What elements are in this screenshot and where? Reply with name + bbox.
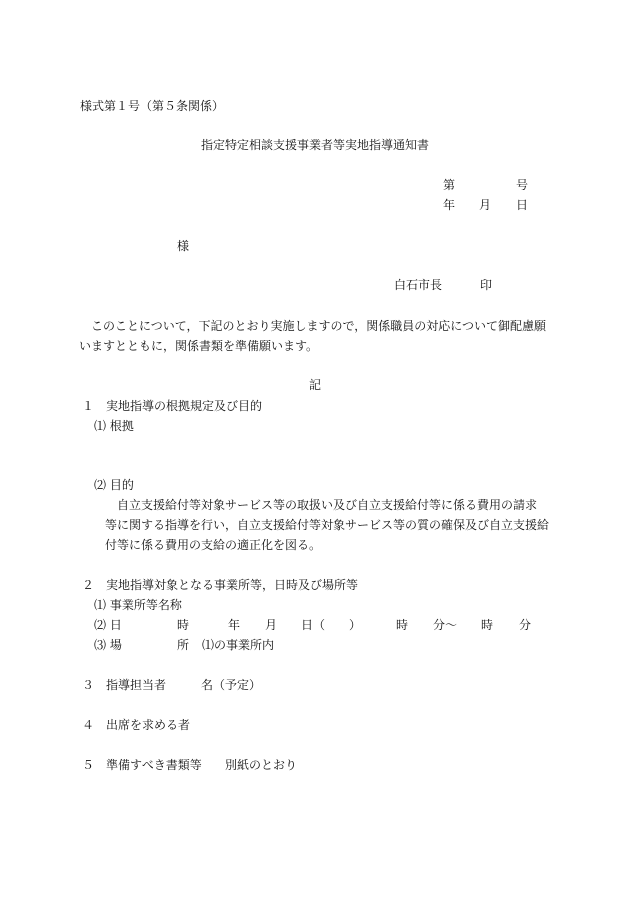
section-2-item-3-label: ⑶ 場 [94, 638, 122, 652]
section-3-value: 名（予定） [201, 678, 262, 692]
doc-number-suffix: 号 [516, 178, 529, 192]
date-day: 日 [516, 198, 529, 212]
section-2-month: 月 [265, 618, 278, 632]
date-month: 月 [479, 198, 492, 212]
ki-heading: 記 [309, 378, 322, 392]
section-2-hour-end: 時 [481, 618, 494, 632]
section-5-heading: ５ 準備すべき書類等 [82, 758, 202, 772]
section-5-value: 別紙のとおり [225, 758, 298, 772]
section-2-item-1: ⑴ 事業所等名称 [94, 598, 182, 612]
section-2-minute-start: 分～ [433, 618, 458, 632]
section-1-purpose-line-2: 等に関する指導を行い，自立支援給付等対象サービス等の質の確保及び自立支援給 [105, 518, 550, 532]
document-title: 指定特定相談支援事業者等実地指導通知書 [201, 138, 430, 152]
section-1-basis-label: ⑴ 根拠 [94, 419, 134, 433]
section-1-purpose-line-1: 自立支援給付等対象サービス等の取扱い及び自立支援給付等に係る費用の請求 [117, 498, 538, 512]
intro-line-1: このことについて，下記のとおり実施しますので，関係職員の対応について御配慮願 [91, 319, 547, 333]
section-2-year: 年 [228, 618, 241, 632]
section-2-item-3-value: ⑴の事業所内 [202, 638, 275, 652]
section-2-item-3-sho: 所 [177, 638, 190, 652]
section-2-hour-start: 時 [396, 618, 409, 632]
form-number: 様式第１号（第５条関係） [80, 99, 225, 113]
section-1-purpose-line-3: 付等に係る費用の支給の適正化を図る。 [105, 538, 322, 552]
issuer-seal: 印 [480, 278, 493, 292]
section-2-item-2-ji: 時 [177, 618, 190, 632]
section-1-heading: １ 実地指導の根拠規定及び目的 [82, 399, 263, 413]
section-4-heading: ４ 出席を求める者 [82, 718, 191, 732]
section-1-purpose-label: ⑵ 目的 [94, 478, 134, 492]
section-2-minute-end: 分 [519, 618, 532, 632]
addressee-suffix: 様 [177, 239, 190, 253]
section-3-heading: ３ 指導担当者 [82, 678, 167, 692]
section-2-day: 日（ ） [301, 618, 362, 632]
section-2-heading: ２ 実地指導対象となる事業所等，日時及び場所等 [82, 578, 359, 592]
issuer-name: 白石市長 [394, 278, 443, 292]
doc-number-prefix: 第 [443, 178, 456, 192]
date-year: 年 [443, 198, 456, 212]
intro-line-2: いますとともに，関係書類を準備願います。 [79, 339, 319, 353]
section-2-item-2-label: ⑵ 日 [94, 618, 122, 632]
